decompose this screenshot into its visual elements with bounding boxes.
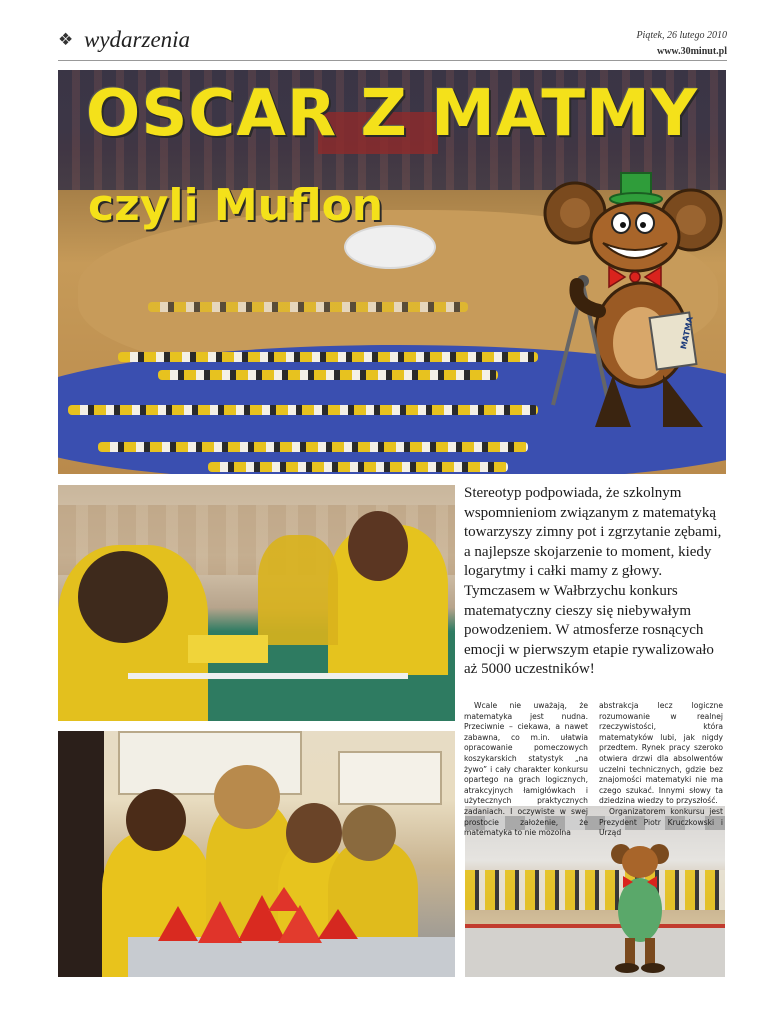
article-body-column-1 [464, 701, 588, 839]
article-paragraph: Wcale nie uważają, że matematyka jest nudna. Przeciwnie – ciekawa, a nawet zabawna, co m.in. ułatwia opracowanie pomeczowych koszykarskich statystyk „na żywo” i cały charakter konkursu opartego na grach logicznych, atrakcyjnych łamigłówkach i użytecznych praktycznych zadaniach. I oczywiste w swej prostocie założenie, że matematyka to nie mozolna [464, 701, 588, 838]
article-lead: Stereotyp podpowiada, że szkolnym wspomnieniom związanym z matematyką towarzyszy zimny pot i zgrzytanie zębami, a najlepsze skojarzenie to moment, kiedy logarytmy i całki mamy z głowy. Tymczasem w Wałbrzychu konkurs matematyczny cieszy się niebywałym powodzeniem. W atmosferze rosnących emocji w pierwszym etapie rywalizowało aż 5000 uczestników! [464, 485, 722, 678]
contestant-row [148, 302, 468, 312]
website-link[interactable]: www.30minut.pl [656, 46, 727, 57]
contestant-row [98, 442, 528, 452]
contestant-row [118, 352, 538, 362]
contestant-row [68, 405, 538, 415]
contestant-row [208, 462, 508, 472]
headline: OSCAR Z MATMY [85, 77, 699, 151]
red-paper-pyramids [138, 881, 378, 951]
section-title: wydarzenia [84, 27, 191, 52]
header-divider [58, 60, 727, 61]
mascot-costume-figure [605, 838, 675, 974]
mascot-book-label: MATMA [679, 315, 695, 351]
photo-students-pyramids [58, 731, 455, 977]
court-center-logo [344, 225, 436, 269]
article-paragraph: abstrakcja lecz logiczne rozumowanie w realnej rzeczywistości, która matematyków lubi, jak nigdy przedtem. Rynek pracy szeroko otwiera drzwi dla absolwentów uczelni technicznych, gdzie bez znajomości matematyki nie ma czego szukać. Innymi słowy ta dziedzina wiedzy to przyszłość. [599, 701, 723, 806]
photo-students-table [58, 485, 455, 721]
muflon-mascot-illustration [513, 165, 723, 435]
article-paragraph: Organizatorem konkursu jest Prezydent Piotr Kruczkowski i Urząd [599, 806, 723, 838]
issue-date: Piątek, 26 lutego 2010 [636, 30, 727, 41]
section-bullet-icon: ❖ [58, 30, 74, 50]
headline-subtitle: czyli Muflon [88, 180, 384, 231]
contestant-row [158, 370, 498, 380]
article-body-column-2 [599, 701, 723, 839]
hero-photo [58, 70, 726, 474]
